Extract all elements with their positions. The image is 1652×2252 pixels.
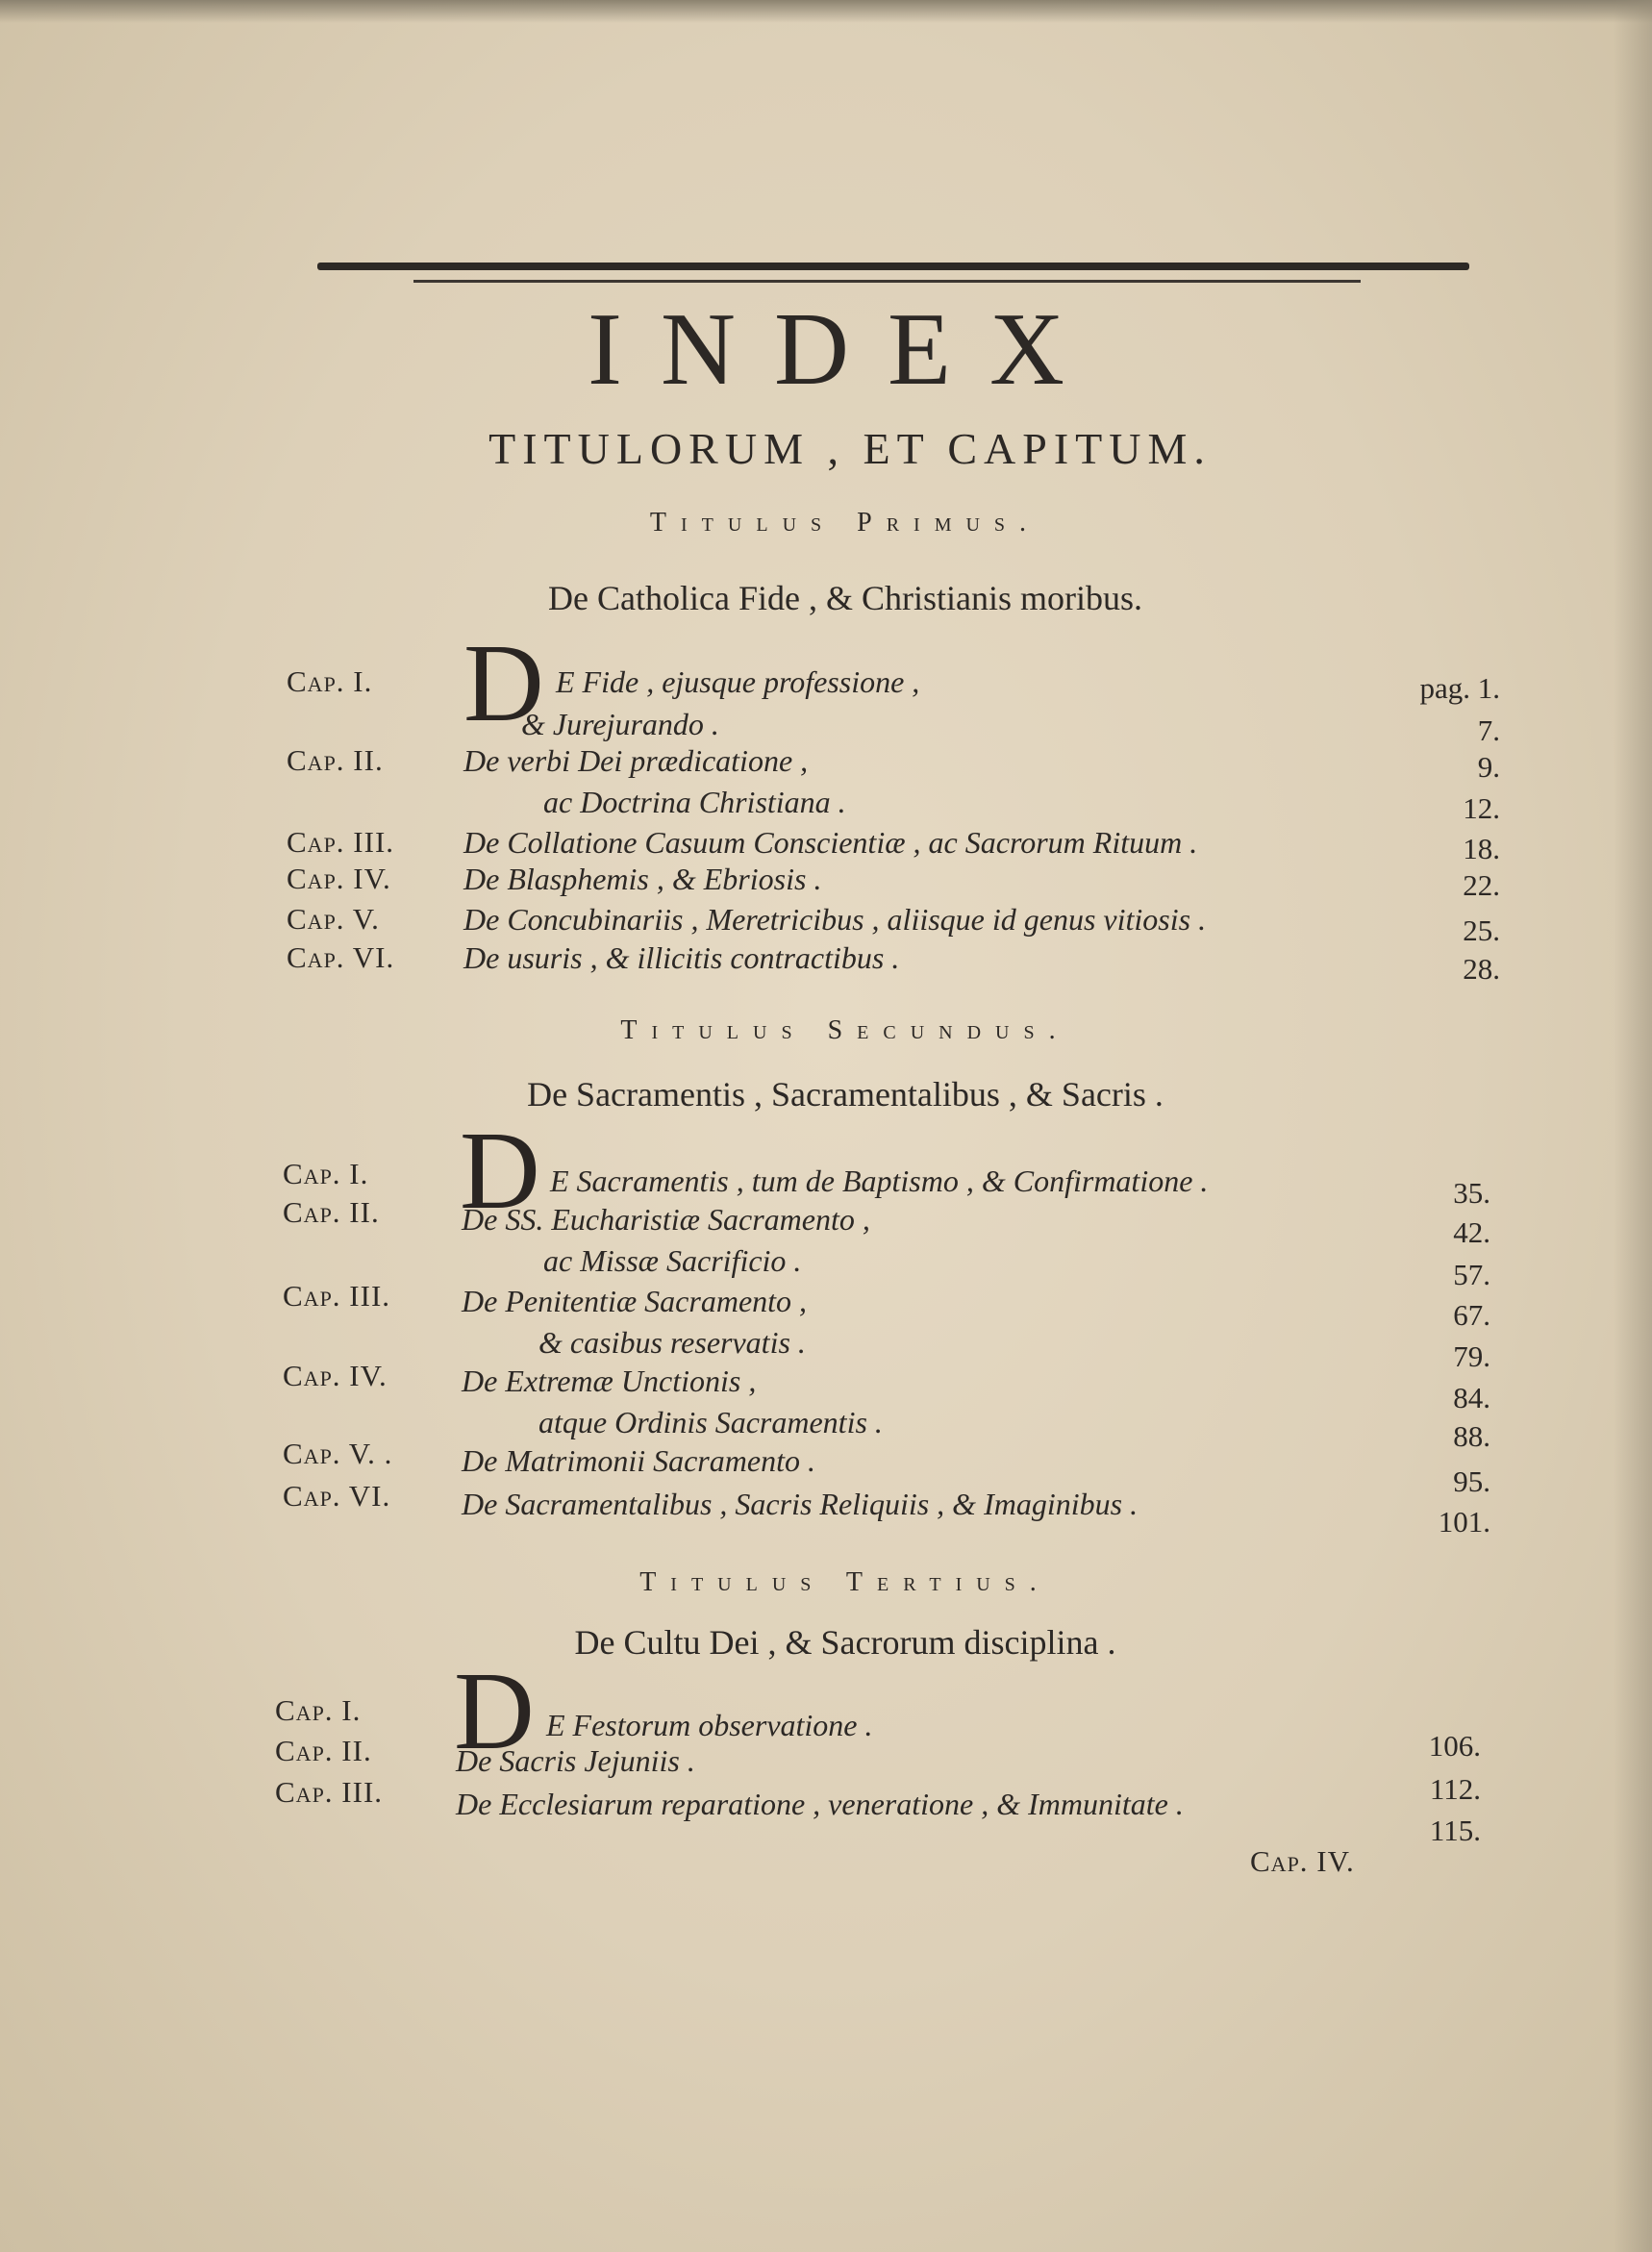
page-number: 22. bbox=[1463, 868, 1500, 902]
page-number: 112. bbox=[1429, 1772, 1481, 1806]
chapter-title: De Ecclesiarum reparatione , veneratione , & Immunitate . bbox=[456, 1787, 1184, 1821]
section-heading: De Catholica Fide , & Christianis moribus. bbox=[548, 579, 1142, 617]
header-rule-thin bbox=[413, 280, 1361, 283]
chapter-label: Cap. I. bbox=[283, 1157, 369, 1190]
page-number: 35. bbox=[1453, 1176, 1490, 1210]
chapter-title: De Concubinariis , Meretricibus , aliisque id genus vitiosis . bbox=[463, 902, 1207, 937]
page-number: 28. bbox=[1463, 952, 1500, 986]
header-rule-thick bbox=[317, 263, 1469, 270]
page-number: 95. bbox=[1453, 1464, 1490, 1498]
chapter-label: Cap. IV. bbox=[287, 862, 391, 895]
chapter-title: E Festorum observatione . bbox=[546, 1708, 873, 1742]
chapter-title: & casibus reservatis . bbox=[538, 1325, 806, 1360]
chapter-label: Cap. III. bbox=[275, 1775, 384, 1809]
chapter-title: De usuris , & illicitis contractibus . bbox=[463, 940, 900, 975]
page-number: 84. bbox=[1453, 1381, 1490, 1414]
page-number: 25. bbox=[1463, 913, 1500, 947]
chapter-title: ac Doctrina Christiana . bbox=[543, 785, 846, 819]
chapter-label: Cap. II. bbox=[287, 743, 384, 777]
page-number: 106. bbox=[1428, 1729, 1481, 1763]
chapter-title: ac Missæ Sacrificio . bbox=[543, 1243, 802, 1278]
section-titulus: Titulus Secundus. bbox=[620, 1015, 1070, 1045]
page-number: pag. 1. bbox=[1419, 671, 1500, 705]
chapter-label: Cap. I. bbox=[287, 664, 373, 698]
chapter-title: De Sacris Jejuniis . bbox=[456, 1743, 695, 1778]
drop-cap: D bbox=[463, 622, 544, 745]
chapter-label: Cap. III. bbox=[287, 825, 395, 859]
chapter-label: Cap. IV. bbox=[283, 1359, 388, 1392]
chapter-title: atque Ordinis Sacramentis . bbox=[538, 1405, 883, 1439]
page-top-shadow bbox=[0, 0, 1652, 23]
page-number: 115. bbox=[1429, 1814, 1481, 1847]
chapter-label: Cap. III. bbox=[283, 1279, 391, 1313]
drop-cap: D bbox=[454, 1650, 535, 1773]
chapter-title: E Fide , ejusque professione , bbox=[556, 664, 920, 699]
page-number: 7. bbox=[1477, 713, 1500, 747]
page-number: 101. bbox=[1438, 1505, 1490, 1539]
chapter-title: & Jurejurando . bbox=[521, 707, 719, 741]
chapter-title: De Matrimonii Sacramento . bbox=[462, 1443, 815, 1478]
page-number: 18. bbox=[1463, 832, 1500, 865]
page-number: 57. bbox=[1453, 1258, 1490, 1291]
drop-cap: D bbox=[460, 1110, 540, 1233]
chapter-label: Cap. I. bbox=[275, 1693, 362, 1727]
chapter-title: E Sacramentis , tum de Baptismo , & Confirmatione . bbox=[550, 1164, 1209, 1198]
page-subtitle: TITULORUM , ET CAPITUM. bbox=[488, 424, 1212, 473]
chapter-title: De Penitentiæ Sacramento , bbox=[462, 1284, 808, 1318]
chapter-label: Cap. II. bbox=[283, 1195, 380, 1229]
chapter-title: De Sacramentalibus , Sacris Reliquiis , & Imaginibus . bbox=[462, 1487, 1139, 1521]
section-heading: De Cultu Dei , & Sacrorum disciplina . bbox=[574, 1623, 1116, 1662]
section-heading: De Sacramentis , Sacramentalibus , & Sacris . bbox=[527, 1075, 1164, 1113]
catchword: Cap. IV. bbox=[1250, 1844, 1355, 1878]
chapter-label: Cap. VI. bbox=[283, 1479, 391, 1513]
chapter-title: De Collatione Casuum Conscientiæ , ac Sacrorum Rituum . bbox=[463, 825, 1198, 860]
chapter-title: De SS. Eucharistiæ Sacramento , bbox=[462, 1202, 870, 1237]
section-titulus: Titulus Primus. bbox=[649, 508, 1041, 538]
chapter-label: Cap. VI. bbox=[287, 940, 395, 974]
page-title: INDEX bbox=[588, 292, 1103, 407]
page-number: 79. bbox=[1453, 1339, 1490, 1373]
page-number: 42. bbox=[1453, 1215, 1490, 1249]
chapter-title: De Blasphemis , & Ebriosis . bbox=[463, 862, 822, 896]
page-number: 88. bbox=[1453, 1419, 1490, 1453]
page-number: 9. bbox=[1477, 750, 1500, 784]
page-number: 67. bbox=[1453, 1298, 1490, 1332]
section-titulus: Titulus Tertius. bbox=[639, 1567, 1051, 1597]
page-number: 12. bbox=[1463, 791, 1500, 825]
chapter-label: Cap. V. . bbox=[283, 1437, 393, 1470]
chapter-title: De Extremæ Unctionis , bbox=[462, 1364, 757, 1398]
chapter-label: Cap. V. bbox=[287, 902, 380, 936]
chapter-title: De verbi Dei prædicatione , bbox=[463, 743, 809, 778]
chapter-label: Cap. II. bbox=[275, 1734, 372, 1767]
